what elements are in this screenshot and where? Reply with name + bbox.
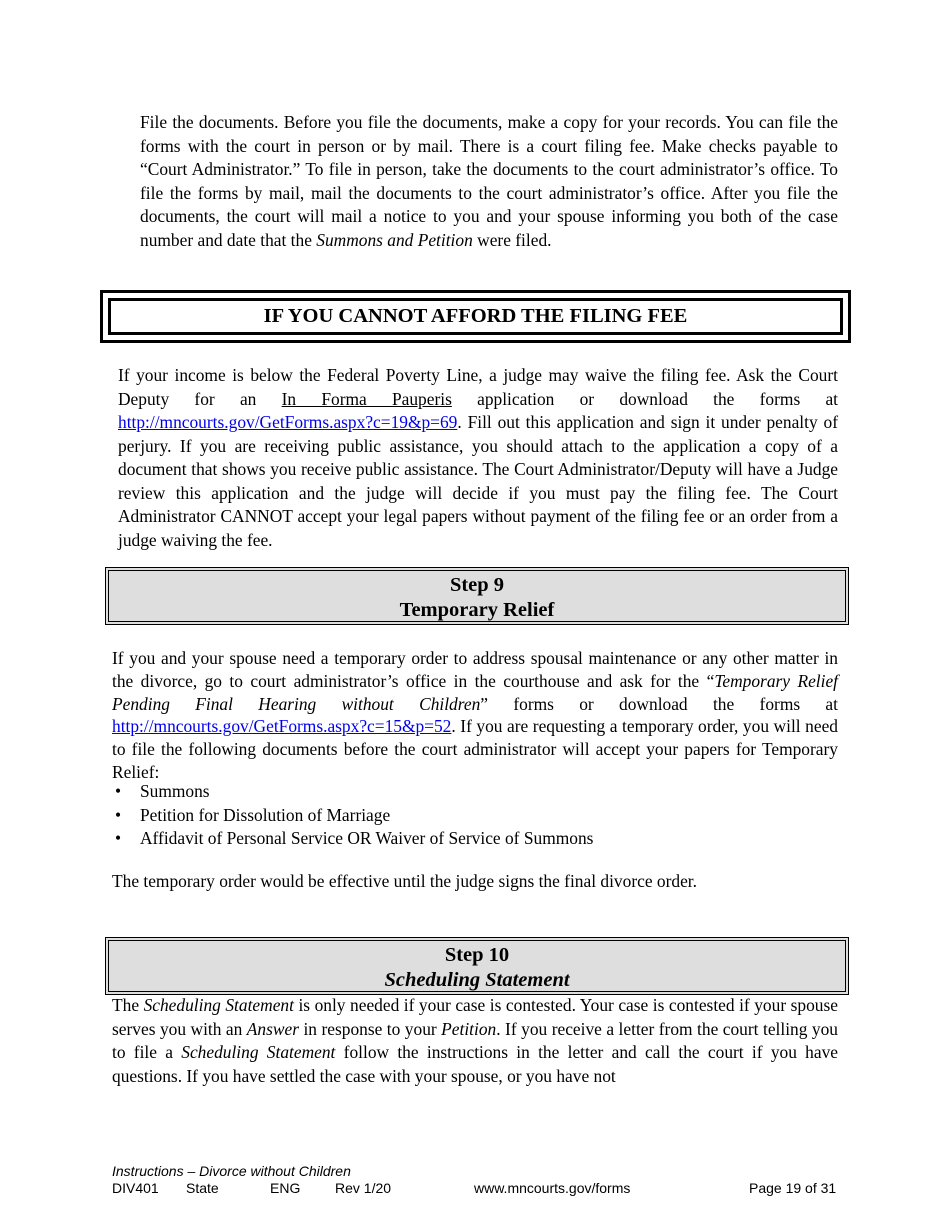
sched-text: is only needed if your case is contested. Your case is contested if your spouse serves you with an [112, 995, 838, 1039]
fee-text-2: application or download the forms at [451, 388, 839, 409]
ifp-forms-link[interactable]: http://mncourts.gov/GetForms.aspx?c=19&p=69 [118, 412, 458, 432]
sched-text: in response to your [298, 1018, 442, 1039]
fee-text-1: If your income is below the Federal Poverty Line, a judge may waive the filing fee. Ask the Court Deputy for an [118, 365, 838, 409]
step-10-heading [105, 937, 849, 995]
temporary-order-effective-text: The temporary order would be effective until the judge signs the final divorce order. [112, 871, 697, 891]
list-item: • Petition for Dissolution of Marriage [112, 804, 593, 828]
footer-jurisdiction: State [186, 1180, 219, 1196]
sched-italic: Petition [441, 1018, 497, 1039]
relief-text-1: If you and your spouse need a temporary order to address spousal maintenance or any other matter in the divorce, go to court administrator’s office in the courthouse and ask for the “ [112, 648, 838, 691]
relief-text-3: . If you are requesting a temporary order, you will need to file the following documents before the court administrator will accept your papers for Temporary Relief: [112, 716, 838, 782]
step-9-number: Step 9 [449, 574, 505, 596]
filing-text: File the documents. Before you file the documents, make a copy for your records. You can file the forms with the court in person or by mail. There is a court filing fee. Make checks payable to “Court Administrator.” To file in person, take the documents to the court administrator’s office. To file the forms by mail, mail the documents to the court administrator’s office. After you file the documents, the court will mail a notice to you and your spouse informing you both of the case number and date that the [140, 112, 838, 250]
page-footer [112, 1162, 842, 1198]
temporary-relief-forms-link[interactable]: http://mncourts.gov/GetForms.aspx?c=15&p=52 [112, 716, 452, 737]
footer-website: www.mncourts.gov/forms [474, 1180, 631, 1196]
sched-italic: Scheduling Statement [181, 1042, 336, 1062]
filing-fee-heading-box [100, 290, 851, 343]
scheduling-statement-paragraph [112, 994, 838, 1088]
filing-instructions-paragraph [140, 111, 838, 252]
footer-page-number: Page 19 of 31 [749, 1180, 837, 1196]
footer-form-id: DIV401 [112, 1180, 159, 1196]
list-item: • Summons [112, 780, 593, 804]
footer-title: Instructions – Divorce without Children [112, 1163, 351, 1179]
list-item: • Affidavit of Personal Service OR Waiver of Service of Summons [112, 827, 593, 851]
footer-language: ENG [270, 1180, 301, 1196]
summons-petition-italic: Summons and Petition [316, 229, 473, 250]
relief-text-2: ” forms or download the forms at [480, 693, 838, 714]
footer-revision: Rev 1/20 [335, 1180, 392, 1196]
filing-fee-heading: IF YOU CANNOT AFFORD THE FILING FEE [108, 298, 843, 335]
required-documents-list [112, 780, 593, 851]
fee-waiver-paragraph [118, 364, 838, 552]
step-10-title: Scheduling Statement [384, 969, 570, 991]
sched-text: . If you receive a letter from the court telling you to file a [112, 1018, 838, 1062]
step-9-heading [105, 567, 849, 625]
filing-text-end: were filed. [472, 229, 552, 250]
sched-italic: Scheduling Statement [143, 995, 294, 1015]
step-10-number: Step 10 [444, 944, 510, 966]
sched-italic: Answer [246, 1018, 299, 1039]
temporary-relief-forms-title: Temporary Relief Pending Final Hearing without Children [112, 670, 838, 714]
sched-text: The [112, 995, 144, 1015]
sched-text: follow the instructions in the letter and call the court if you have questions. If you have settled the case with your spouse, or you have not [112, 1042, 839, 1086]
fee-text-3: . Fill out this application and sign it under penalty of perjury. If you are receiving public assistance, you should attach to the application a copy of a document that shows you receive public assistance. The Court Administrator/Deputy will have a Judge review this application and the judge will decide if you must pay the filing fee. The Court Administrator CANNOT accept your legal papers without payment of the filing fee or an order from a judge waiving the fee. [118, 412, 838, 550]
step-9-title: Temporary Relief [399, 599, 555, 621]
in-forma-pauperis-text: In Forma Pauperis [281, 388, 452, 409]
temporary-relief-paragraph [112, 647, 838, 784]
